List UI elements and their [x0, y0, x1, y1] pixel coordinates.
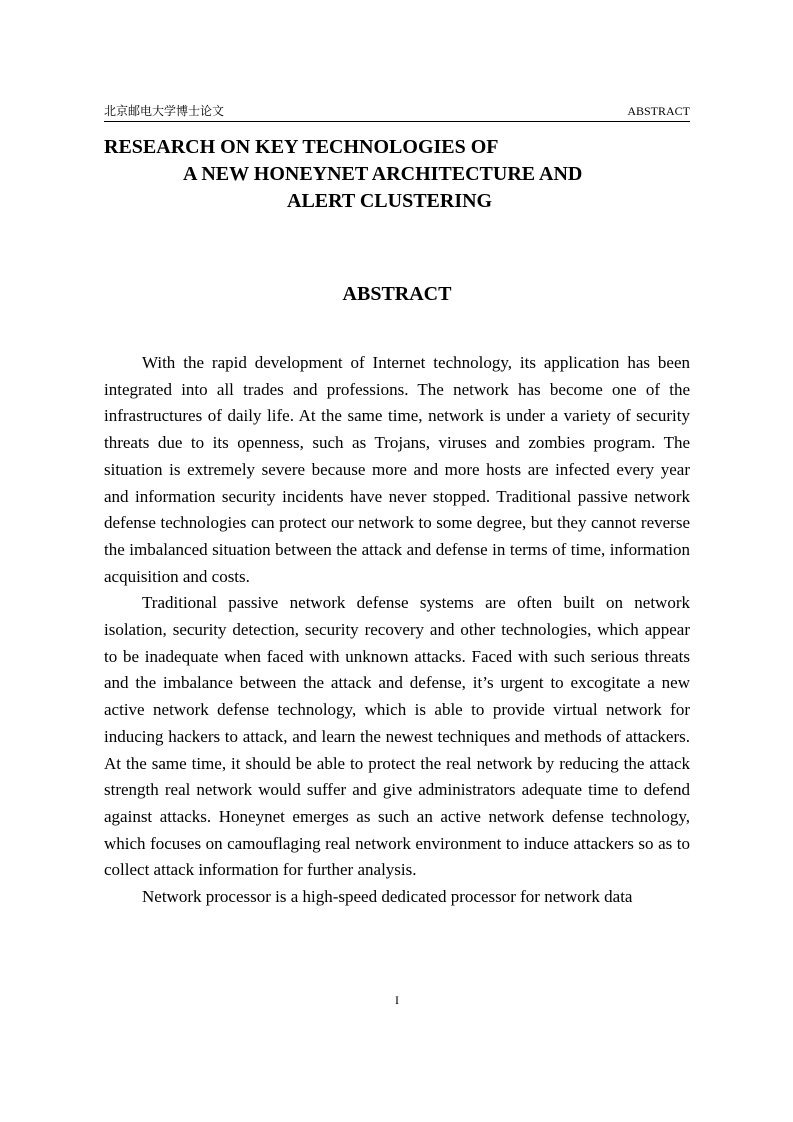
thesis-title [104, 134, 690, 215]
running-header [104, 103, 690, 122]
title-line-1: RESEARCH ON KEY TECHNOLOGIES OF [104, 136, 499, 158]
title-line-2: A NEW HONEYNET ARCHITECTURE AND [183, 163, 583, 185]
title-line-3: ALERT CLUSTERING [287, 190, 493, 212]
abstract-paragraph-1: With the rapid development of Internet technology, its application has been integrated into all trades and professions. The network has become one of the infrastructures of daily life. At the same time, network is under a variety of security threats due to its openness, such as Trojans, viruses and zombies program. The situation is extremely severe because more and more hosts are infected every year and information security incidents have never stopped. Traditional passive network defense technologies can protect our network to some degree, but they cannot reverse the imbalanced situation between the attack and defense in terms of time, information acquisition and costs. [104, 353, 690, 586]
abstract-body [104, 350, 690, 911]
abstract-paragraph-3: Network processor is a high-speed dedicated processor for network data [142, 887, 633, 907]
header-section: ABSTRACT [627, 104, 690, 118]
abstract-heading: ABSTRACT [342, 283, 452, 305]
header-institution: 北京邮电大学博士论文 [104, 104, 225, 118]
page-number: I [395, 993, 399, 1007]
abstract-paragraph-2: Traditional passive network defense systems are often built on network isolation, security detection, security recovery and other technologies, which appear to be inadequate when faced with unknown attacks. Faced with such serious threats and the imbalance between the attack and defense, it’s urgent to excogitate a new active network defense technology, which is able to provide virtual network for inducing hackers to attack, and learn the newest techniques and methods of attackers. At the same time, it should be able to protect the real network by reducing the attack strength real network would suffer and give administrators adequate time to defend against attacks. Honeynet emerges as such an active network defense technology, which focuses on camouflaging real network environment to induce attackers so as to collect attack information for further analysis. [104, 593, 690, 880]
